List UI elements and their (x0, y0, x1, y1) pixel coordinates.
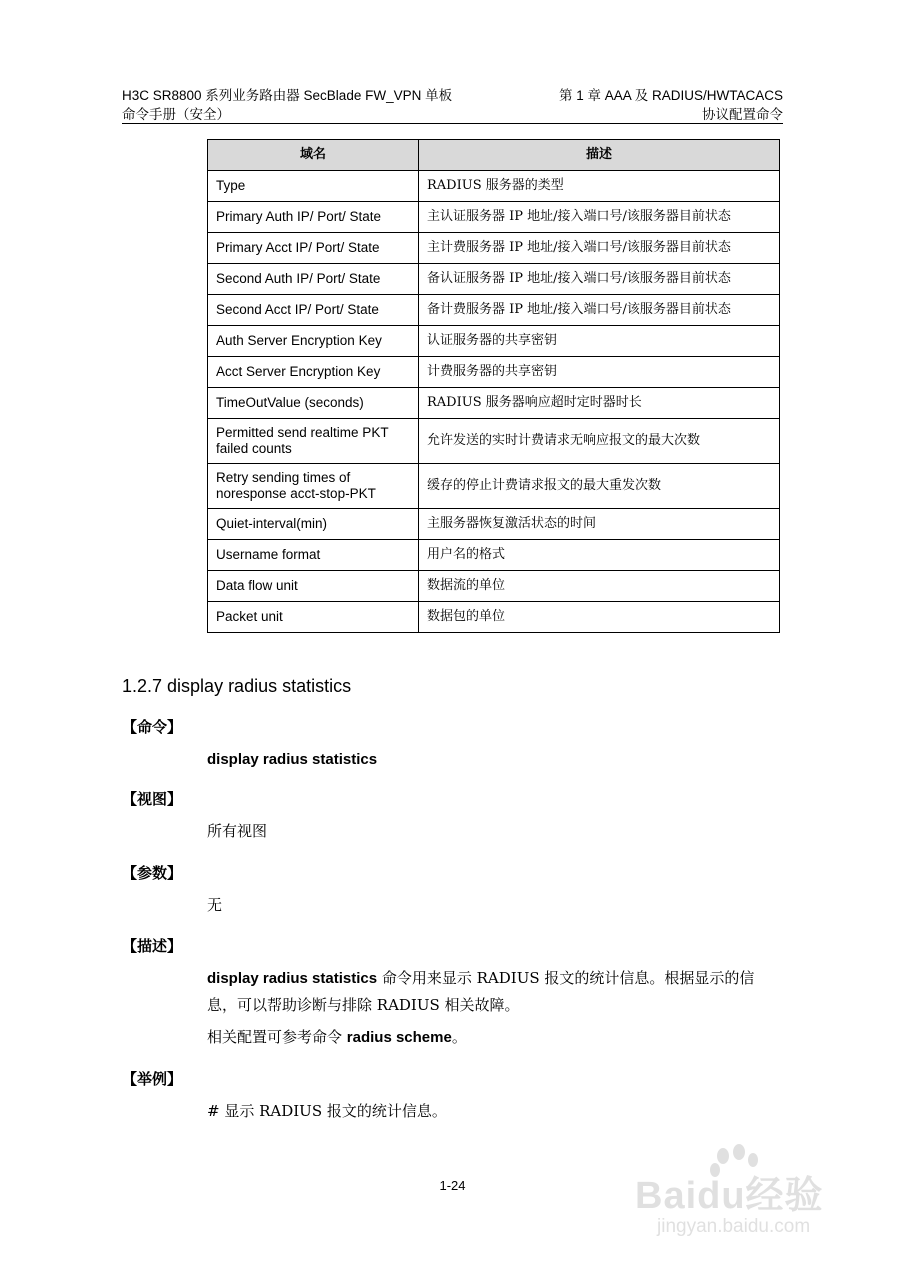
view-text: 所有视图 (207, 822, 268, 840)
field-cell: Type (208, 171, 419, 202)
table-row (208, 326, 780, 357)
header-chapter: 第 1 章 AAA 及 RADIUS/HWTACACS (558, 88, 783, 103)
description-cell: 用户名的格式 (419, 540, 780, 571)
field-description-table (207, 139, 780, 633)
description-cell: 备认证服务器 IP 地址/接入端口号/该服务器目前状态 (419, 264, 780, 295)
header-doc-subtitle: 命令手册（安全） (122, 107, 230, 122)
description-command: display radius statistics (207, 970, 378, 987)
params-text: 无 (207, 896, 223, 914)
table-row (208, 571, 780, 602)
field-cell: Acct Server Encryption Key (208, 357, 419, 388)
field-cell: Packet unit (208, 602, 419, 633)
page-header-right (559, 86, 783, 124)
table-row (208, 602, 780, 633)
header-divider (122, 123, 783, 124)
header-chapter-subtitle: 协议配置命令 (702, 107, 783, 122)
watermark-url: jingyan.baidu.com (657, 1216, 811, 1237)
field-cell: Primary Acct IP/ Port/ State (208, 233, 419, 264)
related-suffix: 。 (451, 1028, 467, 1046)
table-row (208, 540, 780, 571)
description-cell: 允许发送的实时计费请求无响应报文的最大次数 (419, 419, 780, 464)
field-cell: Primary Auth IP/ Port/ State (208, 202, 419, 233)
field-cell: Data flow unit (208, 571, 419, 602)
page-number: 1-24 (439, 1178, 466, 1193)
column-header-field: 域名 (208, 140, 419, 171)
command-label: 【命令】 (122, 719, 183, 736)
description-cell: RADIUS 服务器响应超时定时器时长 (419, 388, 780, 419)
table-row (208, 357, 780, 388)
description-text: 命令用来显示 RADIUS 报文的统计信息。根据显示的信息，可以帮助诊断与排除 RADIUS 相关故障。 (207, 969, 755, 1014)
description-cell: 数据包的单位 (419, 602, 780, 633)
related-paragraph (207, 1024, 783, 1051)
field-cell: TimeOutValue (seconds) (208, 388, 419, 419)
field-cell: Auth Server Encryption Key (208, 326, 419, 357)
description-cell: 计费服务器的共享密钥 (419, 357, 780, 388)
section-title: 1.2.7 display radius statistics (122, 676, 352, 696)
baidu-watermark (635, 1142, 850, 1252)
table-row (208, 202, 780, 233)
description-paragraph (207, 965, 783, 1019)
page-header-left (122, 86, 452, 124)
field-cell: Permitted send realtime PKT failed counts (208, 419, 419, 464)
field-cell: Retry sending times of noresponse acct-stop-PKT (208, 464, 419, 509)
table-row (208, 171, 780, 202)
description-cell: 缓存的停止计费请求报文的最大重发次数 (419, 464, 780, 509)
description-cell: RADIUS 服务器的类型 (419, 171, 780, 202)
table-header-row (208, 140, 780, 171)
header-doc-title: H3C SR8800 系列业务路由器 SecBlade FW_VPN 单板 (122, 88, 453, 103)
description-cell: 数据流的单位 (419, 571, 780, 602)
related-prefix: 相关配置可参考命令 (207, 1028, 347, 1046)
table-row (208, 509, 780, 540)
description-cell: 备计费服务器 IP 地址/接入端口号/该服务器目前状态 (419, 295, 780, 326)
command-syntax: display radius statistics (207, 751, 378, 768)
description-cell: 认证服务器的共享密钥 (419, 326, 780, 357)
watermark-brand: Baidu经验 (635, 1175, 824, 1217)
related-command: radius scheme (346, 1029, 452, 1046)
params-label: 【参数】 (122, 865, 183, 882)
table-row (208, 295, 780, 326)
description-cell: 主认证服务器 IP 地址/接入端口号/该服务器目前状态 (419, 202, 780, 233)
table-row (208, 464, 780, 509)
example-label: 【举例】 (122, 1071, 183, 1088)
description-cell: 主服务器恢复激活状态的时间 (419, 509, 780, 540)
column-header-description: 描述 (419, 140, 780, 171)
table-row (208, 264, 780, 295)
field-cell: Quiet-interval(min) (208, 509, 419, 540)
view-label: 【视图】 (122, 791, 183, 808)
table-row (208, 419, 780, 464)
description-label: 【描述】 (122, 938, 183, 955)
field-cell: Second Acct IP/ Port/ State (208, 295, 419, 326)
field-cell: Username format (208, 540, 419, 571)
description-cell: 主计费服务器 IP 地址/接入端口号/该服务器目前状态 (419, 233, 780, 264)
field-cell: Second Auth IP/ Port/ State (208, 264, 419, 295)
table-row (208, 233, 780, 264)
example-text: # 显示 RADIUS 报文的统计信息。 (207, 1102, 447, 1120)
table-row (208, 388, 780, 419)
